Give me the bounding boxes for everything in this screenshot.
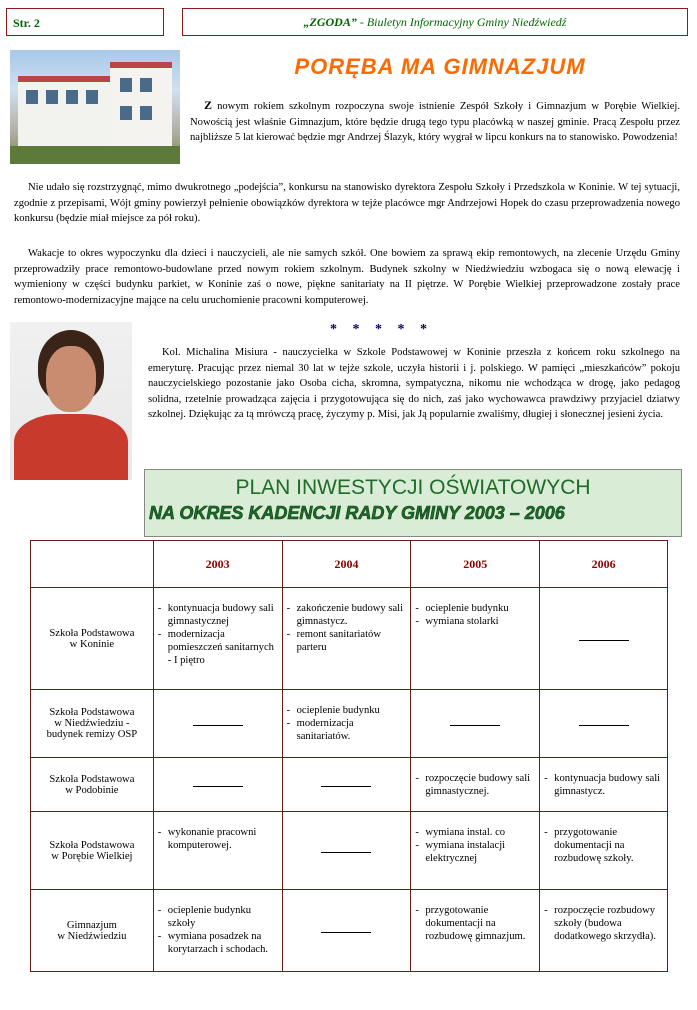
no-investment-cell: [282, 758, 411, 812]
investment-cell: [282, 690, 411, 758]
investment-item: - kontynuacja budowy sali gimnastycznej: [158, 602, 278, 628]
bulletin-title: [183, 15, 687, 30]
investment-cell: [153, 890, 282, 972]
investment-item: - remont sanitariatów parteru: [287, 628, 407, 654]
no-investment-cell: [540, 588, 668, 690]
year-header: 2003: [153, 541, 282, 588]
table-row: [31, 758, 668, 812]
article-paragraph-2: Nie udało się rozstrzygnąć, mimo dwukrotnego „podejścia”, konkursu na stanowisko dyrektora Zespołu Szkoły i Przedszkola w Koninie. W tej sytuacji, zgodnie z przepisami, Wójt gminy powierzył pełnienie obowiązków dyrektora w tejże placówce mgr Andrzejowi Hopek do czasu przeprowadzenia nowego konkursu (będzie miał miejsce za pół roku).: [14, 182, 680, 224]
no-investment-cell: [153, 690, 282, 758]
investment-item: - modernizacja pomieszczeń sanitarnych - I piętro: [158, 628, 278, 667]
investment-item: - zakończenie budowy sali gimnastycz.: [287, 602, 407, 628]
photo-clothing: [14, 414, 128, 480]
school-name: Szkoła Podstawowa w Porębie Wielkiej: [49, 839, 135, 862]
investment-item: - wymiana stolarki: [415, 615, 535, 628]
investment-item: - ocieplenie budynku: [415, 602, 535, 615]
photo-window: [86, 90, 98, 104]
article-title: PORĘBA MA GIMNAZJUM: [294, 54, 586, 79]
investment-cell: [540, 812, 668, 890]
photo-window: [26, 90, 38, 104]
no-investment-cell: [153, 758, 282, 812]
dash-line: [450, 725, 500, 726]
no-investment-cell: [411, 690, 540, 758]
investment-list: [158, 602, 278, 667]
no-investment-cell: [282, 812, 411, 890]
investment-item: - wymiana posadzek na korytarzach i schodach.: [158, 930, 278, 956]
table-header-row: [31, 541, 668, 588]
investment-cell: [540, 758, 668, 812]
investment-item: - ocieplenie budynku: [287, 704, 407, 717]
table-body: [31, 588, 668, 972]
bulletin-header: [182, 8, 688, 36]
plan-heading-box: [144, 469, 682, 537]
bulletin-name: „ZGODA”: [303, 15, 357, 29]
investment-list: [158, 904, 278, 956]
dash-line: [193, 725, 243, 726]
page-number-box: [6, 8, 164, 36]
investment-list: [544, 826, 663, 865]
investment-cell: [411, 812, 540, 890]
investment-cell: [411, 890, 540, 972]
dash-line: [321, 852, 371, 853]
article-paragraph-3: Wakacje to okres wypoczynku dla dzieci i nauczycieli, ale nie samych szkół. One bowiem za sprawą ekip remontowych, na zlecenie Urzędu Gminy przeprowadziły prace remontowo-budowlane przed nowym rokiem szkolnym. Budynek szkolny w Niedźwiedziu wzbogaca się o nową elewację i wymieniony w części budynku parkiet, w Koninie zaś o nowe, piękne sanitariaty na II piętrze. W Porębie Wielkiej przeprowadzone zostały prace remontowo-modernizacyjne mające na celu uruchomienie pracowni komputerowej.: [14, 248, 680, 306]
plan-subtitle: NA OKRES KADENCJI RADY GMINY 2003 – 2006: [149, 503, 565, 523]
investment-item: - wymiana instal. co: [415, 826, 535, 839]
table-row: [31, 812, 668, 890]
investment-list: [287, 602, 407, 654]
table-row: [31, 890, 668, 972]
investment-item: - wykonanie pracowni komputerowej.: [158, 826, 278, 852]
investment-list: [544, 772, 663, 798]
no-investment-cell: [282, 890, 411, 972]
investment-cell: [153, 588, 282, 690]
school-building-photo: [10, 50, 180, 164]
photo-window: [120, 78, 132, 92]
investment-item: - wymiana instalacji elektrycznej: [415, 839, 535, 865]
investment-list: [287, 704, 407, 743]
investment-list: [415, 602, 535, 628]
school-name: Szkoła Podstawowa w Niedźwiedziu - budynek remizy OSP: [46, 707, 138, 740]
plan-title: PLAN INWESTYCJI OŚWIATOWYCH: [235, 476, 591, 499]
school-name: Szkoła Podstawowa w Podobinie: [49, 773, 135, 796]
investment-list: [415, 904, 535, 943]
school-name-cell: [31, 758, 154, 812]
investment-item: - rozpoczęcie budowy sali gimnastycznej.: [415, 772, 535, 798]
investment-cell: [540, 890, 668, 972]
year-header: 2004: [282, 541, 411, 588]
dash-line: [321, 932, 371, 933]
article-paragraph-4: Kol. Michalina Misiura - nauczycielka w Szkole Podstawowej w Koninie przeszła z końcem roku szkolnego na emeryturę. Pracując przez niemal 30 lat w tejże szkole, uczyła historii i j. polskiego. W pamięci „mieszkańców” pokoju nauczycielskiego pozostanie jako Osoba cicha, skromna, sympatyczna, nikomu nie wchodząca w drogę, jako pedagog solidna, rzetelnie prowadząca zajęcia i przygotowująca się do nich, zaś jako wychowawca prawdziwy przyjaciel dziatwy szkolnej. Dziękując za tą mrówczą pracę, życzymy p. Misi, jak Ją popularnie zwaliśmy, długiej i słonecznej jesieni życia.: [148, 347, 680, 420]
investment-item: - modernizacja sanitariatów.: [287, 717, 407, 743]
table-row: [31, 588, 668, 690]
dash-line: [193, 786, 243, 787]
school-name-cell: [31, 890, 154, 972]
dash-line: [579, 725, 629, 726]
photo-window: [46, 90, 58, 104]
no-investment-cell: [540, 690, 668, 758]
year-header: 2005: [411, 541, 540, 588]
school-name-cell: [31, 690, 154, 758]
investment-item: - rozpoczęcie rozbudowy szkoły (budowa dodatkowego skrzydła).: [544, 904, 663, 943]
investment-cell: [411, 588, 540, 690]
investment-cell: [282, 588, 411, 690]
table-row: [31, 690, 668, 758]
school-name-cell: [31, 812, 154, 890]
investment-item: - ocieplenie budynku szkoły: [158, 904, 278, 930]
investment-plan-table: [30, 540, 668, 972]
photo-face: [46, 346, 96, 412]
bulletin-subtitle: - Biuletyn Informacyjny Gminy Niedźwiedź: [356, 15, 567, 29]
school-name: Gimnazjum w Niedźwiedziu: [57, 919, 127, 942]
table-header-empty: [31, 541, 154, 588]
paragraph-initial: Z: [204, 98, 213, 112]
school-name: Szkoła Podstawowa w Koninie: [49, 627, 135, 650]
photo-window: [140, 78, 152, 92]
photo-window: [120, 106, 132, 120]
page-number: Str. 2: [13, 16, 40, 30]
investment-list: [158, 826, 278, 852]
investment-list: [415, 826, 535, 865]
paragraph-text: nowym rokiem szkolnym rozpoczyna swoje istnienie Zespół Szkoły i Gimnazjum w Porębie Wielkiej. Nowością jest właśnie Gimnazjum, które będzie drugą tego typu placówką w naszej gminie. Pracą Zespołu przez najbliższe 5 lat kierować będzie mgr Andrzej Ślazyk, który wygrał w lipcu konkurs na to stanowisko. Powodzenia!: [190, 101, 680, 143]
school-name-cell: [31, 588, 154, 690]
section-separator: * * * * *: [330, 322, 433, 337]
investment-item: - przygotowanie dokumentacji na rozbudowę szkoły.: [544, 826, 663, 865]
investment-item: - kontynuacja budowy sali gimnastycz.: [544, 772, 663, 798]
investment-item: - przygotowanie dokumentacji na rozbudowę gimnazjum.: [415, 904, 535, 943]
dash-line: [321, 786, 371, 787]
teacher-portrait-photo: [10, 322, 132, 480]
year-header: 2006: [540, 541, 668, 588]
investment-cell: [153, 812, 282, 890]
dash-line: [579, 640, 629, 641]
article-paragraph-1: [190, 98, 680, 146]
photo-window: [66, 90, 78, 104]
photo-grass: [10, 146, 180, 164]
investment-list: [544, 904, 663, 943]
photo-window: [140, 106, 152, 120]
investment-cell: [411, 758, 540, 812]
investment-list: [415, 772, 535, 798]
